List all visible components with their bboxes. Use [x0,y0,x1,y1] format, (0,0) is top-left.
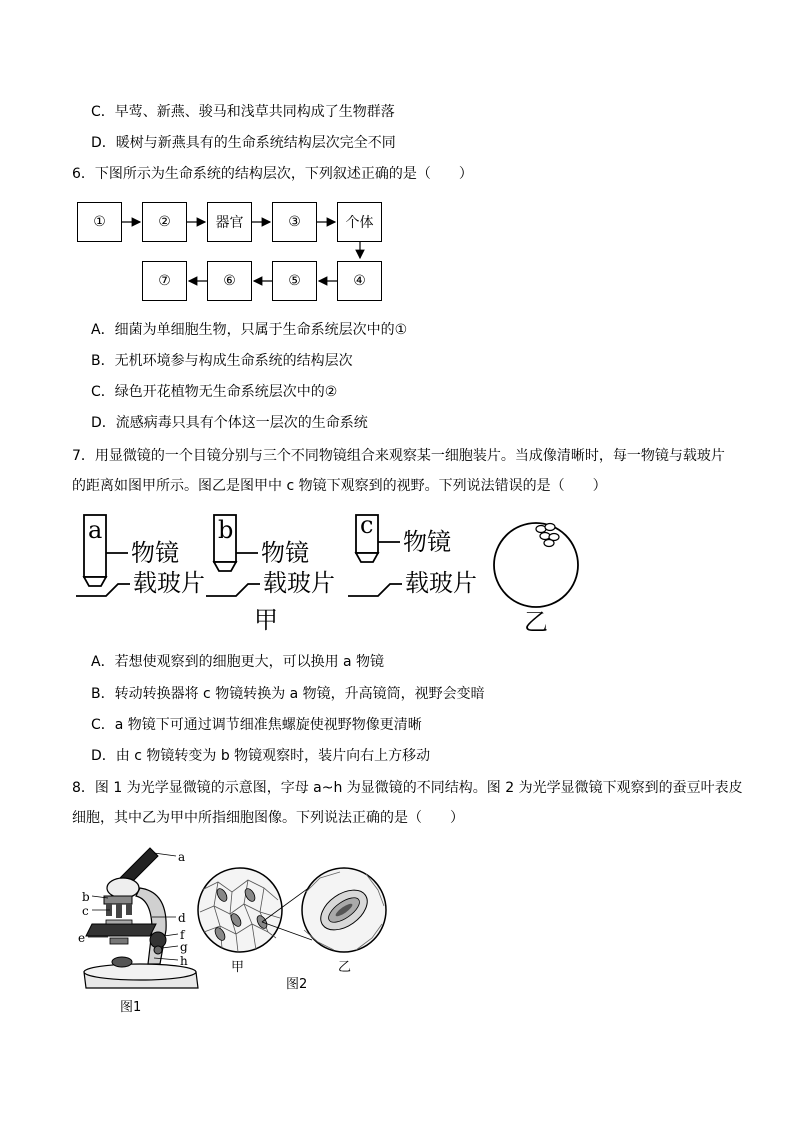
box-organ: 器官 [207,202,252,242]
q6-stem: 6．下图所示为生命系统的结构层次，下列叙述正确的是（ ） [72,166,473,182]
objective-label-a: 物镜 [131,539,179,567]
q6-option-c: C．绿色开花植物无生命系统层次中的② [91,384,338,400]
lens-b-letter: b [218,516,234,544]
fig2-caption: 图2 [286,977,308,992]
microscope-label-g: g [180,940,188,954]
box-level-5: ⑤ [272,261,317,301]
q7-option-b: B．转动转换器将 c 物镜转换为 a 物镜，升高镜筒，视野会变暗 [91,686,485,702]
slide-label-a: 载玻片 [133,569,205,597]
microscope-label-a: a [178,850,186,864]
q7-option-a: A．若想使观察到的细胞更大，可以换用 a 物镜 [91,654,385,670]
box-individual: 个体 [337,202,382,242]
fig2-jia-caption: 甲 [231,960,245,975]
box-level-4: ④ [337,261,382,301]
fig2-yi-caption: 乙 [338,960,352,975]
microscope-label-h: h [180,954,188,968]
q6-option-a: A．细菌为单细胞生物，只属于生命系统层次中的① [91,322,408,338]
microscope-label-d: d [178,911,186,925]
slide-label-c: 载玻片 [405,569,477,597]
box-level-3: ③ [272,202,317,242]
box-level-7: ⑦ [142,261,187,301]
option-c-prev: C．早莺、新燕、骏马和浅草共同构成了生物群落 [91,104,395,120]
q7-stem-line2: 的距离如图甲所示。图乙是图甲中 c 物镜下观察到的视野。下列说法错误的是（ ） [72,478,607,494]
fig-jia-caption: 甲 [254,606,278,634]
q8-stem-line1: 8．图 1 为光学显微镜的示意图，字母 a~h 为显微镜的不同结构。图 2 为光学显微镜下观察到的蚕豆叶表皮 [72,780,743,796]
objective-label-c: 物镜 [403,528,451,556]
box-level-1: ① [77,202,122,242]
lens-c-letter: c [360,511,374,539]
q7-stem-line1: 7．用显微镜的一个目镜分别与三个不同物镜组合来观察某一细胞装片。当成像清晰时，每一物镜与载玻片 [72,448,725,464]
q6-option-b: B．无机环境参与构成生命系统的结构层次 [91,353,353,369]
q8-stem-line2: 细胞，其中乙为甲中所指细胞图像。下列说法正确的是（ ） [72,810,464,826]
q6-option-d: D．流感病毒只具有个体这一层次的生命系统 [91,415,368,431]
option-d-prev: D．暖树与新燕具有的生命系统结构层次完全不同 [91,135,396,151]
box-level-6: ⑥ [207,261,252,301]
q7-option-d: D．由 c 物镜转变为 b 物镜观察时，装片向右上方移动 [91,748,431,764]
box-level-2: ② [142,202,187,242]
fig1-caption: 图1 [120,1000,142,1015]
microscope-label-e: e [78,931,86,945]
microscope-label-f: f [180,928,185,942]
objective-label-b: 物镜 [261,539,309,567]
q7-option-c: C．a 物镜下可通过调节细准焦螺旋使视野物像更清晰 [91,717,422,733]
microscope-label-c: c [82,904,89,918]
fig-yi-caption: 乙 [524,608,548,636]
slide-label-b: 载玻片 [263,569,335,597]
lens-a-letter: a [88,516,103,544]
microscope-label-b: b [82,890,90,904]
